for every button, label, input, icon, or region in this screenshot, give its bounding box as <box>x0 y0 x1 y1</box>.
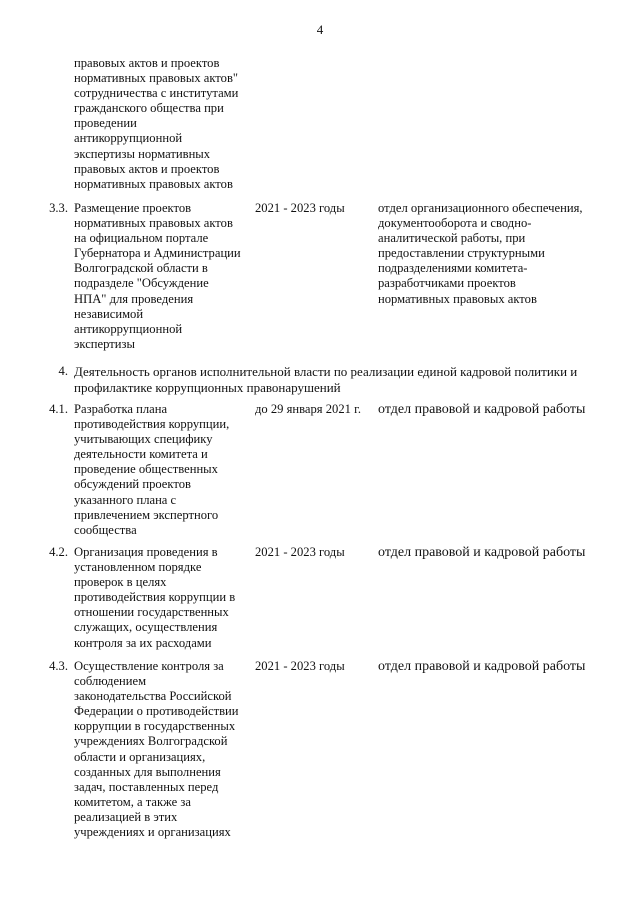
measure-text <box>74 402 229 538</box>
measure-text <box>74 545 235 651</box>
measure-text <box>74 201 241 352</box>
text-line: отношении государственных <box>74 605 229 620</box>
text-line: на официальном портале <box>74 231 209 246</box>
text-line: экспертизы нормативных <box>74 146 211 161</box>
section-number: 4. <box>58 364 68 378</box>
responsible: отдел правовой и кадровой работы <box>378 659 586 674</box>
text-line: деятельности комитета и <box>74 447 208 462</box>
text-line: учреждениях Волгоградской <box>74 734 228 749</box>
deadline: 2021 - 2023 годы <box>255 545 345 559</box>
measure-text <box>74 56 238 192</box>
text-line: правовых актов и проектов <box>74 161 220 176</box>
text-line: учреждениях и организациях <box>74 825 231 840</box>
text-line: обсуждений проектов <box>74 477 191 492</box>
text-line: контроля за их расходами <box>74 635 212 650</box>
text-line: нормативных правовых актов <box>74 216 233 231</box>
text-line: предоставлении структурными <box>378 246 545 261</box>
text-line: подразделе "Обсуждение <box>74 276 209 291</box>
text-line: сообщества <box>74 522 137 537</box>
deadline: 2021 - 2023 годы <box>255 659 345 673</box>
text-line: установленном порядке <box>74 560 202 575</box>
text-line: созданных для выполнения <box>74 764 221 779</box>
responsible: отдел правовой и кадровой работы <box>378 402 586 417</box>
text-line: НПА" для проведения <box>74 291 194 306</box>
text-line: учитывающих специфику <box>74 432 213 447</box>
page-number: 4 <box>316 22 324 37</box>
text-line: аналитической работы, при <box>378 231 526 246</box>
text-line: Осуществление контроля за <box>74 659 224 673</box>
deadline: 2021 - 2023 годы <box>255 201 345 215</box>
text-line: соблюдением <box>74 674 147 689</box>
text-line: антикоррупционной <box>74 131 183 146</box>
text-line: области и организациях, <box>74 749 206 764</box>
text-line: Деятельность органов исполнительной власти по реализации единой кадровой политики и <box>74 364 578 379</box>
text-line: гражданского общества при <box>74 101 224 116</box>
responsible <box>378 201 583 307</box>
text-line: подразделениями комитета- <box>378 261 528 276</box>
text-line: независимой <box>74 306 144 321</box>
text-line: комитетом, а также за <box>74 794 191 809</box>
text-line: противодействия коррупции в <box>74 590 236 605</box>
item-number: 3.3. <box>49 201 68 215</box>
section-title <box>74 364 577 395</box>
text-line: проведении <box>74 116 137 131</box>
item-number: 4.2. <box>49 545 68 559</box>
text-line: служащих, осуществления <box>74 620 218 635</box>
text-line: противодействия коррупции, <box>74 417 230 432</box>
responsible: отдел правовой и кадровой работы <box>378 545 586 560</box>
text-line: коррупции в государственных <box>74 719 236 734</box>
deadline: до 29 января 2021 г. <box>255 402 361 416</box>
text-line: нормативных правовых актов" <box>74 71 239 86</box>
text-line: документооборота и сводно- <box>378 216 532 231</box>
text-line: привлечением экспертного <box>74 507 219 522</box>
text-line: антикоррупционной <box>74 321 183 336</box>
text-line: проверок в целях <box>74 575 167 590</box>
text-line: Волгоградской области в <box>74 261 208 276</box>
text-line: Разработка плана <box>74 402 168 416</box>
text-line: экспертизы <box>74 336 135 351</box>
text-line: разработчиками проектов <box>378 276 516 291</box>
text-line: проведение общественных <box>74 462 218 477</box>
text-line: задач, поставленных перед <box>74 779 219 794</box>
text-line: нормативных правовых актов <box>378 291 537 306</box>
measure-text <box>74 659 239 840</box>
text-line: законодательства Российской <box>74 689 232 704</box>
text-line: указанного плана с <box>74 492 177 507</box>
text-line: Федерации о противодействии <box>74 704 239 719</box>
item-number: 4.3. <box>49 659 68 673</box>
text-line: Размещение проектов <box>74 201 192 215</box>
text-line: правовых актов и проектов <box>74 56 220 70</box>
text-line: профилактике коррупционных правонарушений <box>74 379 341 395</box>
item-number: 4.1. <box>49 402 68 416</box>
text-line: нормативных правовых актов <box>74 176 233 191</box>
text-line: Организация проведения в <box>74 545 218 559</box>
text-line: отдел организационного обеспечения, <box>378 201 583 215</box>
text-line: сотрудничества с институтами <box>74 86 239 101</box>
text-line: реализацией в этих <box>74 809 178 824</box>
text-line: Губернатора и Администрации <box>74 246 241 261</box>
